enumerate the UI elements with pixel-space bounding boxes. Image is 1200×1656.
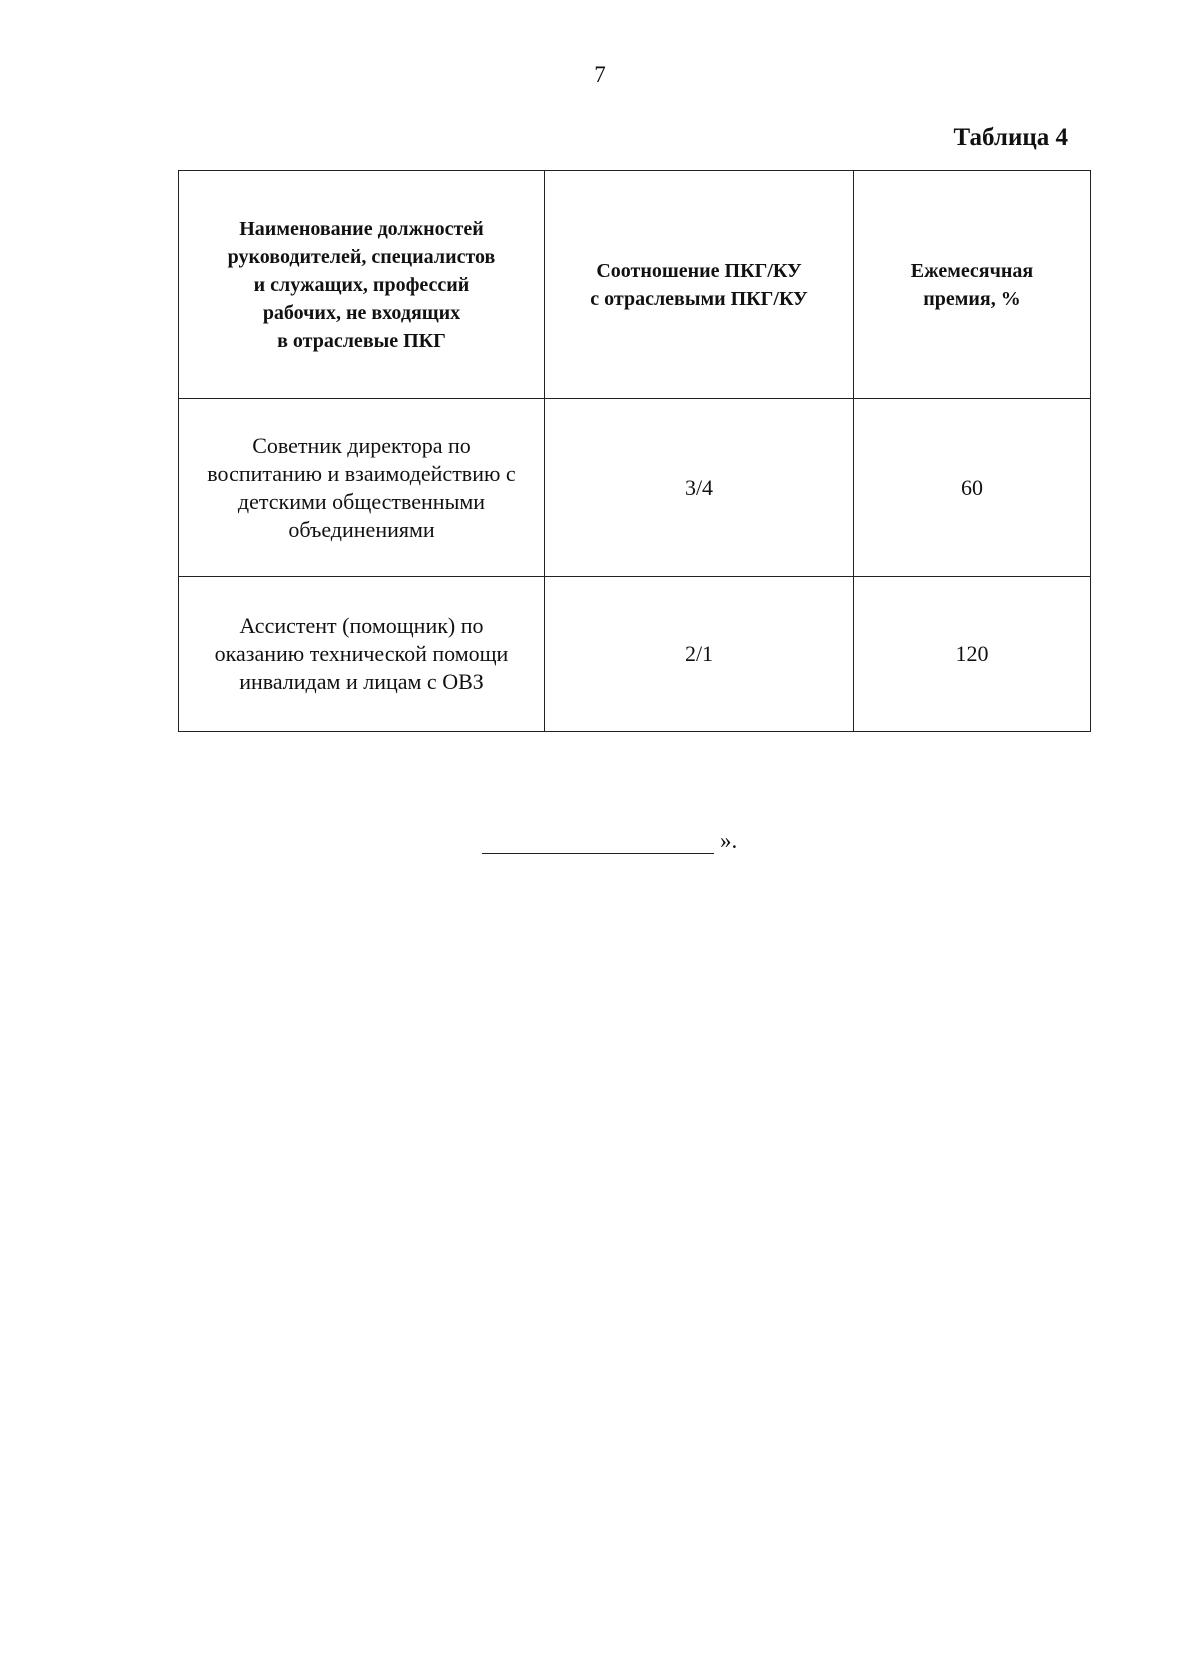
cell-ratio: 3/4 xyxy=(545,399,854,577)
cell-line: Ассистент (помощник) по xyxy=(239,613,484,638)
cell-ratio: 2/1 xyxy=(545,577,854,732)
cell-line: детскими общественными xyxy=(237,488,486,514)
closing-line xyxy=(482,828,737,854)
header-line: Ежемесячная xyxy=(910,259,1034,282)
cell-line: Советник директора по xyxy=(252,432,471,458)
cell-line: воспитанию и взаимодействию с xyxy=(207,460,516,486)
header-line: Соотношение ПКГ/КУ xyxy=(596,259,802,282)
cell-line: объединениями xyxy=(288,516,435,542)
table-row xyxy=(179,577,1091,732)
positions-table xyxy=(178,170,1091,732)
header-line: Наименование должностей xyxy=(239,217,484,240)
cell-line: инвалидам и лицам с ОВЗ xyxy=(239,669,484,694)
header-position-name xyxy=(179,171,545,399)
cell-position-name xyxy=(179,577,545,732)
header-line: с отраслевыми ПКГ/КУ xyxy=(590,287,808,310)
cell-line: оказанию технической помощи xyxy=(214,641,509,666)
table-caption: Таблица 4 xyxy=(953,124,1068,151)
header-line: и служащих, профессий xyxy=(253,273,470,296)
cell-position-name xyxy=(179,399,545,577)
header-line: руководителей, специалистов xyxy=(227,245,496,268)
header-line: премия, % xyxy=(923,287,1021,310)
table-header-row xyxy=(179,171,1091,399)
table-row xyxy=(179,399,1091,577)
header-line: в отраслевые ПКГ xyxy=(277,329,446,352)
closing-rule xyxy=(482,829,714,854)
cell-premium: 60 xyxy=(854,399,1091,577)
header-line: рабочих, не входящих xyxy=(262,301,461,324)
header-ratio xyxy=(545,171,854,399)
closing-quote-mark: ». xyxy=(720,828,738,853)
header-monthly-premium xyxy=(854,171,1091,399)
cell-premium: 120 xyxy=(854,577,1091,732)
page-number: 7 xyxy=(594,62,606,87)
